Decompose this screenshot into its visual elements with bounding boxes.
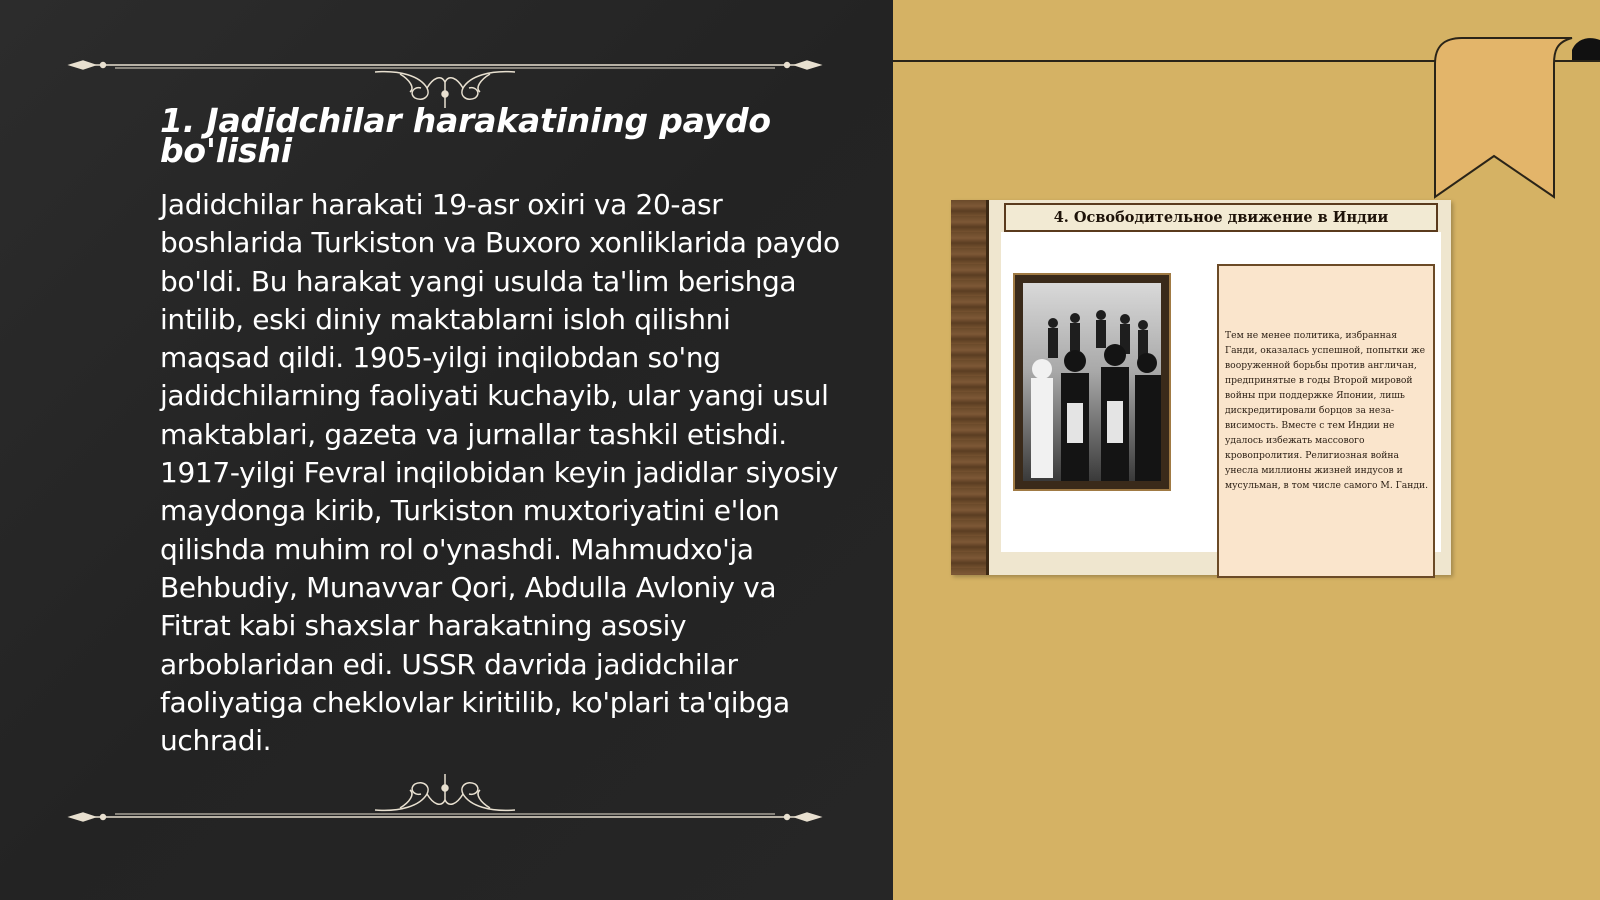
historical-photo	[1023, 283, 1161, 481]
caption-box	[1217, 264, 1435, 578]
slide-body-text: Jadidchilar harakati 19-asr oxiri va 20-asr boshlarida Turkiston va Buxoro xonliklarida paydo bo'ldi. Bu harakat yangi usulda ta'lim berishga intilib, eski diniy maktablarni isloh qilishni maqsad qildi. 1905-yilgi inqilobdan so'ng jadidchilarning faoliyati kuchayib, ular yangi usul maktablari, gazeta va jurnallar tashkil etishdi. 1917-yilgi Fevral inqilobidan keyin jadidlar siyosiy maydonga kirib, Turkiston muxtoriyatini e'lon qilishda muhim rol o'ynashdi. Mahmudxo'ja Behbudiy, Munavvar Qori, Abdulla Avloniy va Fitrat kabi shaxslar harakatning asosiy arboblaridan edi. USSR davrida jadidchilar faoliyatiga cheklovlar kiritilib, ko'plari ta'qibga uchradi.	[160, 188, 840, 758]
caption-text: Тем не менее политика, избранная Ганди, оказалась успешной, попытки же вооруженной борьбы против англичан, предпринятые в годы Второй мировой войны при поддержке Японии, лишь дискредитировали борцов за неза-висимость. Вместе с тем Индии не удалось избежать массового кровопролития. Религиозная война унесла миллионы жизней индусов и мусульман, в том числе самого М. Ганди.	[1225, 330, 1429, 491]
book-spine	[951, 200, 989, 575]
slide-title: 1. Jadidchilar harakatining paydo bo'lishi	[160, 101, 771, 170]
book-page	[1001, 232, 1441, 552]
image-header: 4. Освободительное движение в Индии	[1004, 203, 1438, 232]
textbook-page-image	[951, 200, 1451, 575]
photo-frame	[1013, 273, 1171, 491]
bookmark-ribbon-icon	[1432, 34, 1600, 199]
flourish-divider-icon	[65, 770, 825, 830]
